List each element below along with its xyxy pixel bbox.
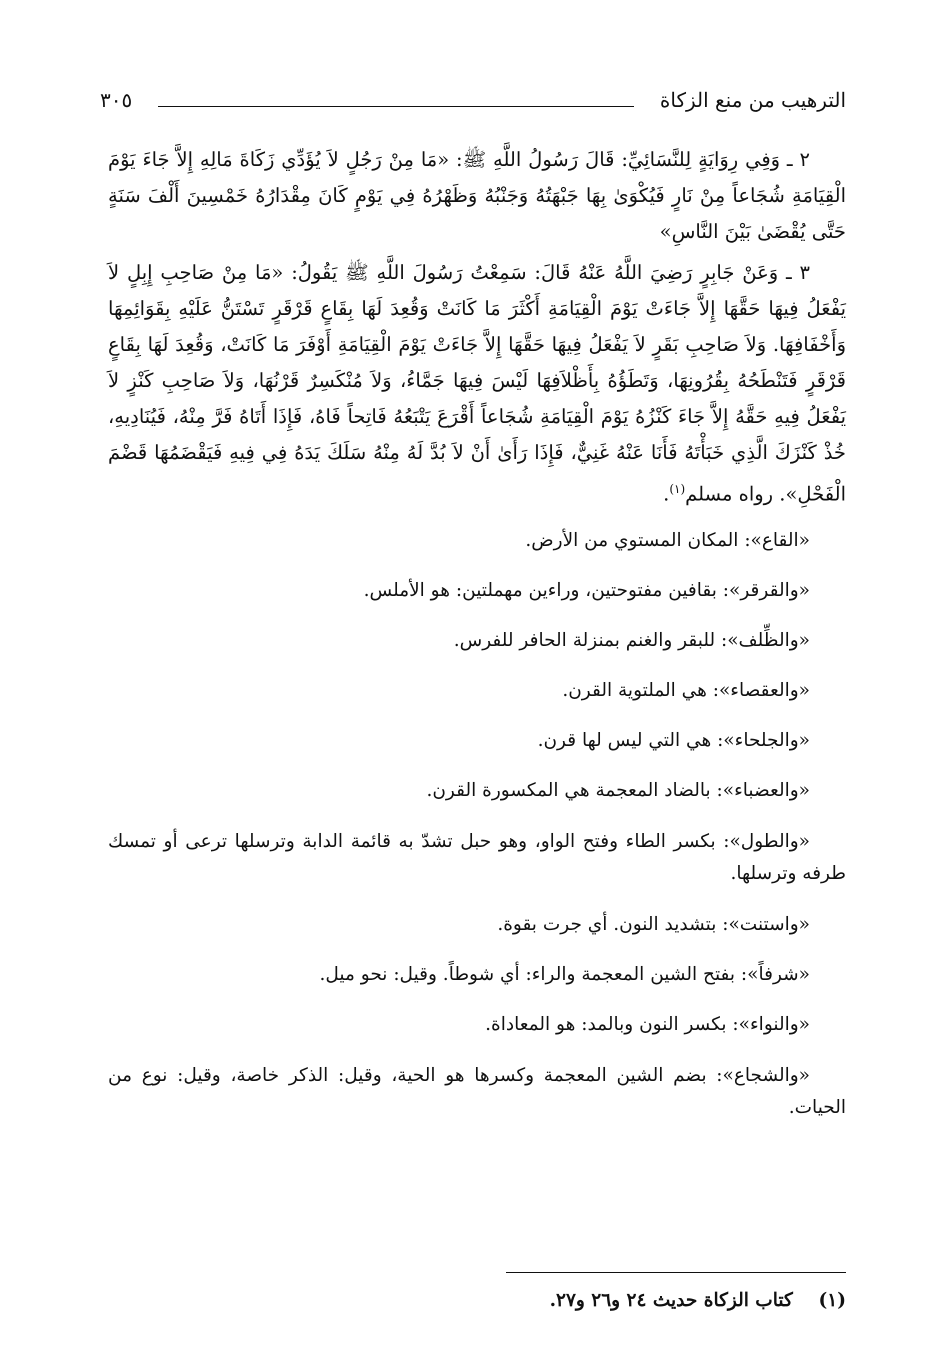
gloss-item: «والعقصاء»: هي الملتوية القرن.: [562, 679, 810, 701]
footnote-rule: [506, 1272, 846, 1273]
footnote: [106, 1290, 846, 1311]
header-rule: [158, 106, 634, 107]
footnote-number: (١): [818, 1290, 846, 1311]
footnote-reference: (١): [669, 482, 686, 496]
gloss-item: «والجلحاء»: هي التي ليس لها قرن.: [537, 729, 810, 751]
page-number: ٣٠٥: [100, 88, 133, 112]
main-text: [108, 142, 846, 1136]
hadith-paragraph-2: ٢ ـ وَفِي رِوَايَةٍ لِلنَّسَائِيِّ: قَالَ رَسُولُ اللَّهِ ﷺ: «مَا مِنْ رَجُلٍ لاَ يُؤَدِّي زَكَاةَ مَالِهِ إِلاَّ جَاءَ يَوْمَ الْقِيَامَةِ شُجَاعاً مِنْ نَارٍ فَيُكْوَىٰ بِهَا جَبْهَتُهُ وَجَنْبُهُ وَظَهْرُهُ فِي يَوْمٍ كَانَ مِقْدَارُهُ خَمْسِينَ أَلْفَ سَنَةٍ حَتَّى يُقْضَىٰ بَيْنَ النَّاسِ»: [108, 148, 846, 243]
gloss-item: «والظِّلف»: للبقر والغنم بمنزلة الحافر للفرس.: [453, 629, 810, 651]
gloss-item: «والعضباء»: بالضاد المعجمة هي المكسورة القرن.: [426, 779, 810, 801]
hadith-paragraph-3: ٣ ـ وَعَنْ جَابِرٍ رَضِيَ اللَّهُ عَنْهُ قَالَ: سَمِعْتُ رَسُولَ اللَّهِ ﷺ يَقُولُ: «مَا مِنْ صَاحِبِ إِبِلٍ لاَ يَفْعَلُ فِيهَا حَقَّهَا إِلاَّ جَاءَتْ يَوْمَ الْقِيَامَةِ أَكْثَرَ مَا كَانَتْ وَقُعِدَ لَهَا بِقَاعٍ قَرْقَرٍ تَسْتَنُّ عَلَيْهِ بِقَوَائِمِهَا وَأَخْفَافِهَا. وَلاَ صَاحِبِ بَقَرٍ لاَ يَفْعَلُ فِيهَا حَقَّهَا إِلاَّ جَاءَتْ يَوْمَ الْقِيَامَةِ أَوْفَرَ مَا كَانَتْ، وَقُعِدَ لَهَا بِقَاعٍ قَرْقَرٍ فَتَنْطَحُهُ بِقُرُونِهَا، وَتَطَؤُهُ بِأَظْلاَفِهَا لَيْسَ فِيهَا جَمَّاءُ، وَلاَ مُنْكَسِرٌ قَرْنُهَا، وَلاَ صَاحِبِ كَنْزٍ لاَ يَفْعَلُ فِيهِ حَقَّهُ إِلاَّ جَاءَ كَنْزُهُ يَوْمَ الْقِيَامَةِ شُجَاعاً أَقْرَعَ يَتْبَعُهُ فَاتِحاً فَاهُ، فَإِذَا أَتَاهُ فَرَّ مِنْهُ، فَيُنَادِيهِ، خُذْ كَنْزَكَ الَّذِي خَبَأْتَهُ فَأَنَا عَنْهُ غَنِيٌّ، فَإِذَا رَأَىٰ أَنْ لاَ بُدَّ لَهُ مِنْهُ سَلَكَ يَدَهُ فِي فِيهِ فَيَقْضَمُهَا قَضْمَ الْفَحْلِ». رواه مسلم$^{(١)}$.: [108, 261, 846, 506]
gloss-item: «والقرقر»: بقافين مفتوحتين، وراءين مهملتين: هو الأملس.: [363, 579, 810, 601]
gloss-item: «والنواء»: بكسر النون وبالمد: هو المعاداة.: [485, 1013, 810, 1035]
gloss-item: «والطول»: بكسر الطاء وفتح الواو، وهو حبل تشدّ به قائمة الدابة وترسلها ترعى أو تمسك طرفه وترسلها.: [108, 830, 846, 884]
header-title: الترهيب من منع الزكاة: [659, 88, 846, 112]
running-header: [100, 88, 846, 122]
gloss-item: «القاع»: المكان المستوي من الأرض.: [525, 529, 810, 551]
gloss-item: «واستنت»: بتشديد النون. أي جرت بقوة.: [497, 913, 810, 935]
gloss-item: «شرفاً»: بفتح الشين المعجمة والراء: أي شوطاً. وقيل: نحو ميل.: [319, 963, 810, 985]
footnote-text: كتاب الزكاة حديث ٢٤ و٢٦ و٢٧.: [549, 1290, 793, 1311]
gloss-item: «والشجاع»: بضم الشين المعجمة وكسرها هو الحية، وقيل: الذكر خاصة، وقيل: نوع من الحيات.: [108, 1064, 846, 1118]
